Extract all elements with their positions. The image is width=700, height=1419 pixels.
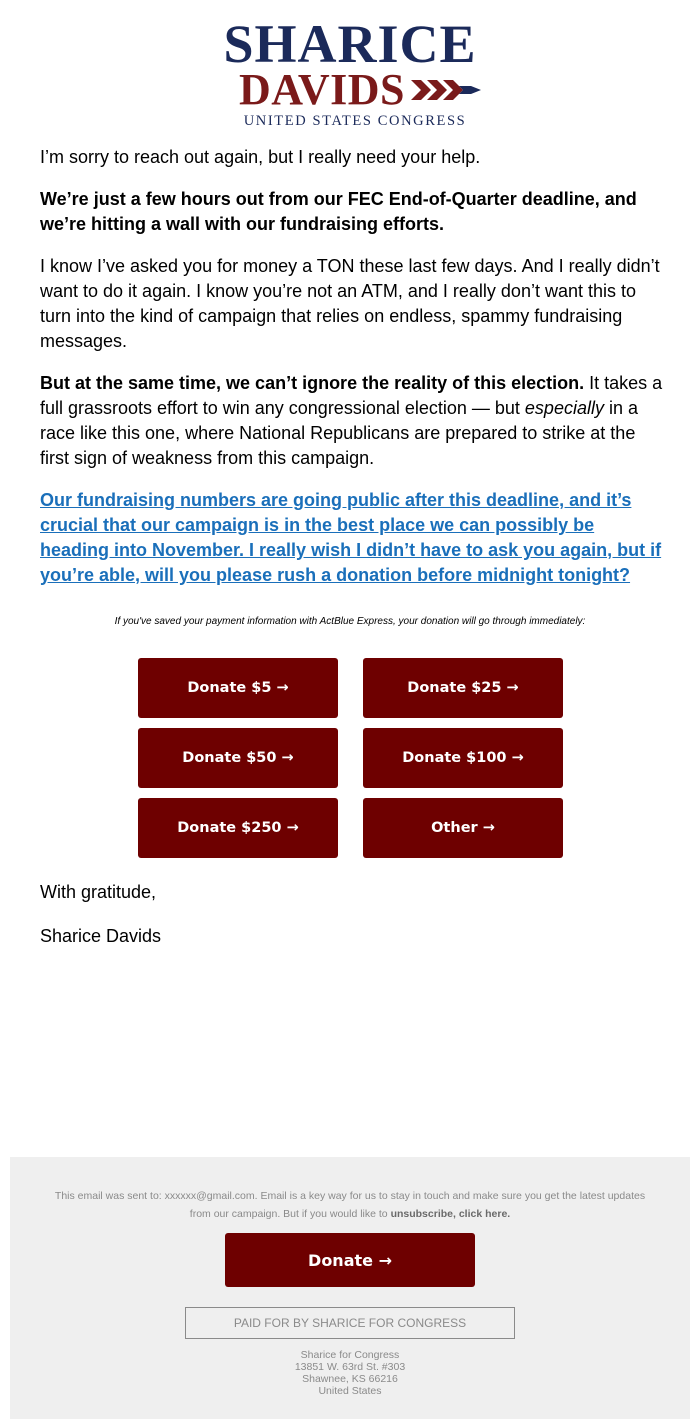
donate-250-button[interactable]: Donate $250 → (138, 798, 338, 858)
email-body (40, 145, 665, 605)
logo-name-first: SHARICE (223, 14, 477, 74)
mailing-address: Sharice for Congress 13851 W. 63rd St. #303 Shawnee, KS 66216 United States (294, 1349, 406, 1397)
closing (40, 880, 161, 949)
logo-name-last: DAVIDS (238, 65, 406, 114)
paid-for-box: PAID FOR BY SHARICE FOR CONGRESS (185, 1307, 515, 1339)
donate-5-button[interactable]: Donate $5 → (138, 658, 338, 718)
paragraph-election: But at the same time, we can’t ignore the reality of this election. It takes a full grassroots effort to win any congressional election — but especially in a race like this one, where National Republicans are prepared to strike at the first sign of weakness from this campaign. (40, 373, 663, 468)
actblue-express-note: If you've saved your payment information with ActBlue Express, your donation will go through immediately: (114, 616, 586, 627)
paragraph-cta (40, 488, 665, 588)
signature: Sharice Davids (40, 926, 162, 946)
logo-arrow-icon (411, 78, 481, 107)
donate-link[interactable]: Our fundraising numbers are going public after this deadline, and it’s crucial that our campaign is in the best place we can possibly be heading into November. I really wish I didn’t have to ask you again, but if you’re able, will you please rush a donation before midnight tonight? (40, 490, 662, 585)
campaign-logo (0, 14, 700, 130)
donate-25-button[interactable]: Donate $25 → (363, 658, 563, 718)
closing-line: With gratitude, (40, 882, 157, 902)
paragraph-deadline: We’re just a few hours out from our FEC End-of-Quarter deadline, and we’re hitting a wall with our fundraising efforts. (40, 189, 637, 234)
donate-100-button[interactable]: Donate $100 → (363, 728, 563, 788)
unsubscribe-link[interactable]: unsubscribe, click here. (390, 1208, 511, 1220)
paragraph-apology: I know I’ve asked you for money a TON these last few days. And I really didn’t want to do it again. I know you’re not an ATM, and I really don’t want this to turn into the kind of campaign that relies on endless, spammy fundraising messages. (40, 256, 660, 351)
footer-donate-button[interactable]: Donate → (225, 1233, 475, 1287)
donate-50-button[interactable]: Donate $50 → (138, 728, 338, 788)
paragraph-intro: I’m sorry to reach out again, but I really need your help. (40, 147, 481, 167)
footer (10, 1157, 690, 1419)
donate-other-button[interactable]: Other → (363, 798, 563, 858)
logo-tagline: UNITED STATES CONGRESS (243, 113, 467, 129)
footer-disclaimer: This email was sent to: xxxxxx@gmail.com. Email is a key way for us to stay in touch and make sure you get the latest updates from our campaign. But if you would like to unsubscribe, click here. (54, 1190, 646, 1220)
